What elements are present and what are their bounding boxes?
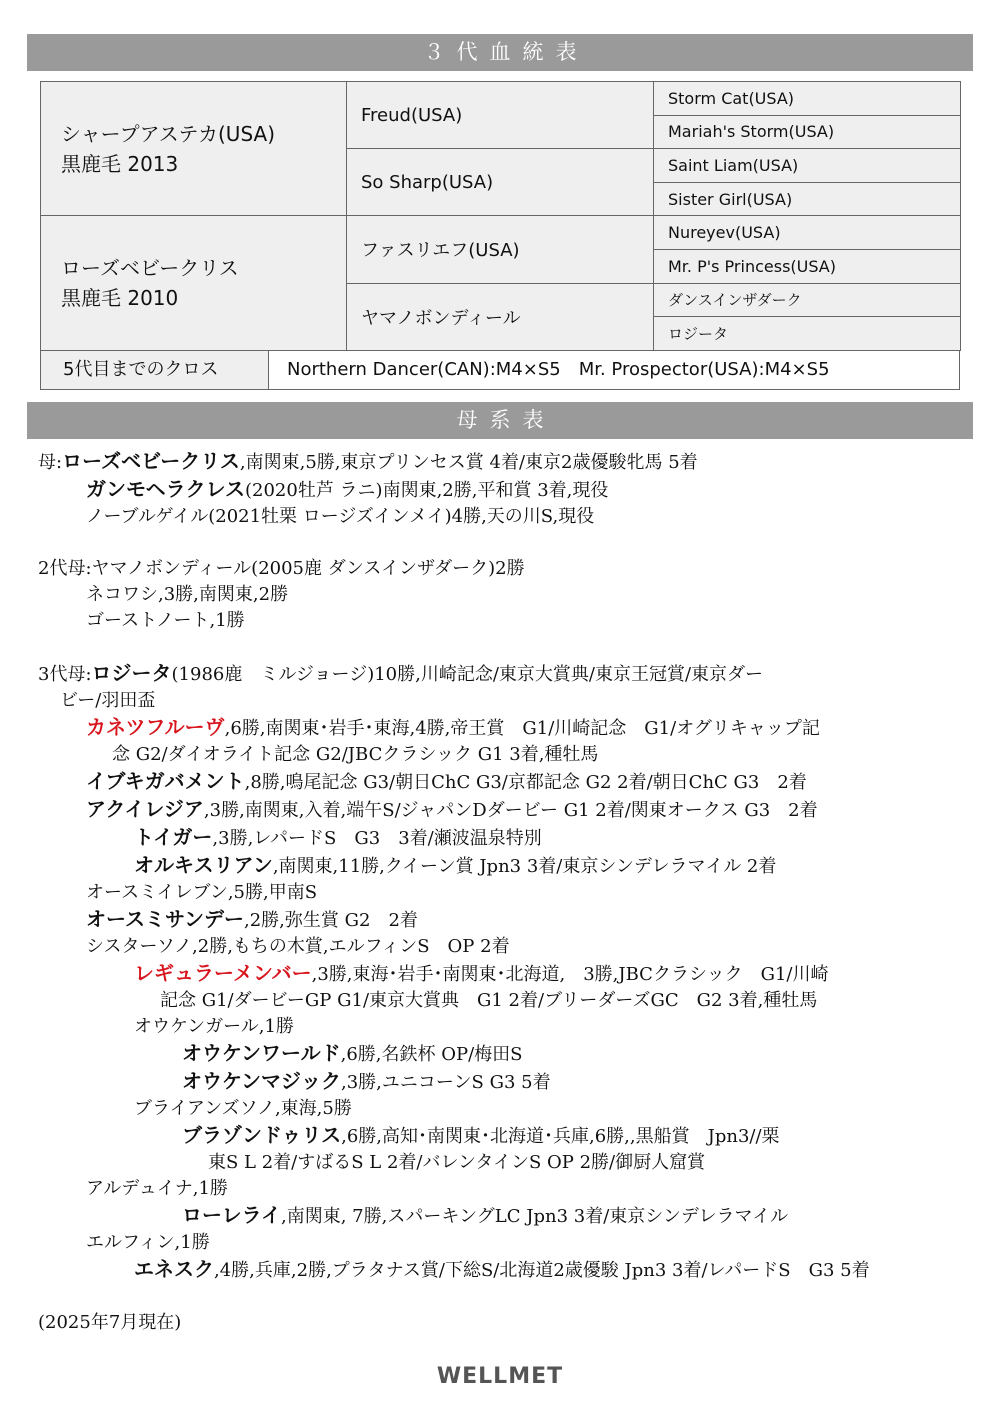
- family-line-3rd-dam: 3代母:ロジータ(1986鹿 ミルジョージ)10勝,川崎記念/東京大賞典/東京王冠賞/東京ダー: [38, 661, 764, 685]
- horse-name: オルキスリアン: [134, 853, 273, 877]
- dam-sire-sire: Nureyev(USA): [654, 216, 961, 250]
- horse-name: ガンモヘラクレス: [86, 477, 245, 501]
- family-line: カネツフルーヴ,6勝,南関東･岩手･東海,4勝,帝王賞 G1/川崎記念 G1/オグリキャップ記: [86, 715, 820, 739]
- family-line: ノーブルゲイル(2021牡栗 ロージズインメイ)4勝,天の川S,現役: [86, 506, 595, 527]
- sire-sire-sire: Storm Cat(USA): [654, 82, 961, 116]
- sire-name: シャープアステカ(USA): [61, 121, 275, 146]
- horse-name: トイガー: [134, 825, 213, 849]
- family-section-header: 母系表: [27, 402, 973, 439]
- horse-name: オウケンマジック: [182, 1069, 341, 1093]
- sire-dam-dam: Sister Girl(USA): [654, 182, 961, 216]
- cross-value: Northern Dancer(CAN):M4×S5 Mr. Prospector(USA):M4×S5: [269, 351, 959, 389]
- family-line: ガンモヘラクレス(2020牡芦 ラニ)南関東,2勝,平和賞 3着,現役: [86, 477, 609, 501]
- wellmet-logo: WELLMET: [436, 1364, 564, 1389]
- family-line: エネスク,4勝,兵庫,2勝,プラタナス賞/下総S/北海道2歳優駿 Jpn3 3着/レパードS G3 5着: [134, 1257, 870, 1281]
- family-line: トイガー,3勝,レパードS G3 3着/瀬波温泉特別: [134, 825, 542, 849]
- family-line: オウケンワールド,6勝,名鉄杯 OP/梅田S: [182, 1041, 523, 1065]
- as-of-date: (2025年7月現在): [38, 1312, 182, 1333]
- horse-name: オースミサンデー: [86, 907, 244, 931]
- family-line: オースミイレブン,5勝,甲南S: [86, 882, 318, 903]
- sire-sire: Freud(USA): [347, 82, 654, 149]
- horse-name: アクイレジア: [86, 797, 204, 821]
- inbreeding-cross-row: [40, 350, 960, 390]
- horse-name: ロジータ: [91, 661, 172, 685]
- pedigree-section-header: ３代血統表: [27, 34, 973, 71]
- horse-name: エネスク: [134, 1257, 214, 1281]
- family-line: 記念 G1/ダービーGP G1/東京大賞典 G1 2着/ブリーダーズGC G2 3着,種牡馬: [160, 990, 818, 1011]
- horse-name: イブキガバメント: [86, 769, 245, 793]
- dam-cell: [41, 216, 347, 350]
- sire-detail: 黒鹿毛 2013: [61, 151, 179, 176]
- family-line: イブキガバメント,8勝,鳴尾記念 G3/朝日ChC G3/京都記念 G2 2着/朝日ChC G3 2着: [86, 769, 807, 793]
- horse-name-highlight: レギュラーメンバー: [134, 961, 312, 985]
- dam-sire: ファスリエフ(USA): [347, 216, 654, 283]
- horse-name: ローレライ: [182, 1203, 281, 1227]
- dam-dam-dam: ロジータ: [654, 317, 961, 351]
- horse-name: ローズベビークリス: [62, 449, 240, 473]
- family-line: ビー/羽田盃: [60, 690, 156, 711]
- family-line: ネコワシ,3勝,南関東,2勝: [86, 584, 289, 605]
- dam-dam: ヤマノボンディール: [347, 283, 654, 350]
- family-line: エルフィン,1勝: [86, 1232, 210, 1253]
- sire-sire-dam: Mariah's Storm(USA): [654, 115, 961, 149]
- dam-detail: 黒鹿毛 2010: [61, 286, 179, 311]
- cross-label: 5代目までのクロス: [41, 351, 269, 389]
- family-line: オースミサンデー,2勝,弥生賞 G2 2着: [86, 907, 418, 931]
- family-line: 東S L 2着/すばるS L 2着/バレンタインS OP 2勝/御厨人窟賞: [208, 1152, 706, 1173]
- sire-dam-sire: Saint Liam(USA): [654, 149, 961, 183]
- sire-cell: [41, 82, 347, 216]
- family-line: 念 G2/ダイオライト記念 G2/JBCクラシック G1 3着,種牡馬: [112, 744, 599, 765]
- family-line: オウケンガール,1勝: [134, 1016, 294, 1037]
- family-list: [38, 448, 968, 1284]
- family-line: オウケンマジック,3勝,ユニコーンS G3 5着: [182, 1069, 551, 1093]
- dam-sire-dam: Mr. P's Princess(USA): [654, 249, 961, 283]
- family-line: オルキスリアン,南関東,11勝,クイーン賞 Jpn3 3着/東京シンデレラマイル 2着: [134, 853, 777, 877]
- horse-name-highlight: カネツフルーヴ: [86, 715, 225, 739]
- family-line: ローレライ,南関東, 7勝,スパーキングLC Jpn3 3着/東京シンデレラマイル: [182, 1203, 789, 1227]
- family-line: アクイレジア,3勝,南関東,入着,端午S/ジャパンDダービー G1 2着/関東オークス G3 2着: [86, 797, 818, 821]
- family-line-dam: 母:ローズベビークリス,南関東,5勝,東京プリンセス賞 4着/東京2歳優駿牝馬 5着: [38, 449, 698, 473]
- horse-name: ブラゾンドゥリス: [182, 1123, 342, 1147]
- pedigree-table: [40, 81, 961, 351]
- dam-name: ローズベビークリス: [61, 256, 239, 281]
- horse-name: オウケンワールド: [182, 1041, 341, 1065]
- family-line: ゴーストノート,1勝: [86, 610, 245, 631]
- dam-dam-sire: ダンスインザダーク: [654, 283, 961, 317]
- sire-dam: So Sharp(USA): [347, 149, 654, 216]
- family-line: シスターソノ,2勝,もちの木賞,エルフィンS OP 2着: [86, 936, 510, 957]
- family-line-2nd-dam: 2代母:ヤマノボンディール(2005鹿 ダンスインザダーク)2勝: [38, 558, 525, 579]
- family-line: ブライアンズソノ,東海,5勝: [134, 1098, 352, 1119]
- family-line: アルデュイナ,1勝: [86, 1178, 228, 1199]
- family-line: レギュラーメンバー,3勝,東海･岩手･南関東･北海道, 3勝,JBCクラシック G1/川崎: [134, 961, 829, 985]
- family-line: ブラゾンドゥリス,6勝,高知･南関東･北海道･兵庫,6勝,,黒船賞 Jpn3//栗: [182, 1123, 780, 1147]
